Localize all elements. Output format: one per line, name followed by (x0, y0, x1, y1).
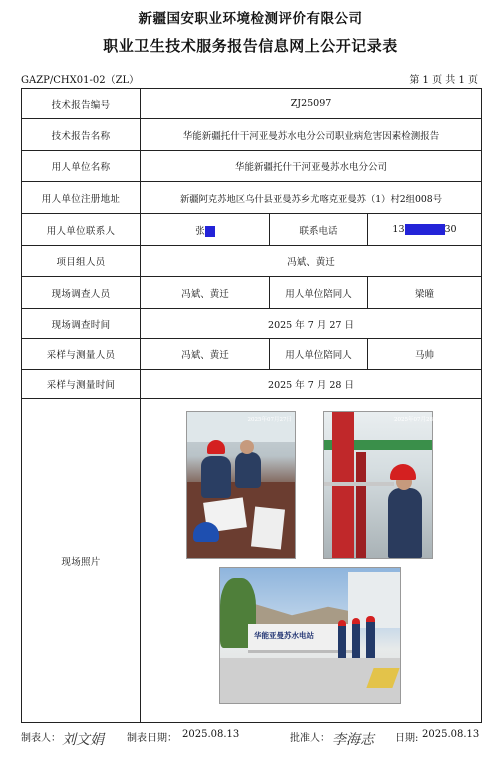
row-report-name (22, 119, 482, 151)
red-helmet-icon (352, 618, 360, 624)
worker-figure (338, 626, 346, 658)
redaction-block (405, 224, 445, 235)
row-employer-name (22, 151, 482, 182)
record-table (21, 88, 482, 723)
row-survey-staff (22, 277, 482, 309)
worker-body (235, 452, 261, 488)
survey-time-label: 现场调查时间 (22, 309, 141, 339)
worker-figure (366, 622, 375, 658)
photos-label: 现场照片 (22, 399, 141, 723)
worker-body (201, 456, 231, 498)
site-photo-entrance (219, 567, 401, 704)
maker-signature: 刘文娟 (62, 732, 104, 748)
survey-staff-value: 冯斌、黄迁 (141, 277, 270, 309)
report-no-value: ZJ25097 (141, 89, 482, 119)
company-name: 新疆国安职业环境检测评价有限公司 (138, 11, 363, 27)
row-employer-address (22, 182, 482, 214)
employer-address-label: 用人单位注册地址 (22, 182, 141, 214)
phone-prefix: 13 (392, 224, 405, 235)
contact-name-cell (141, 214, 270, 246)
sampling-staff-label: 采样与测量人员 (22, 339, 141, 370)
worker-body (388, 488, 422, 558)
row-photos (22, 399, 482, 723)
photo-gallery (141, 399, 481, 722)
row-project-members (22, 246, 482, 277)
row-contact (22, 214, 482, 246)
sampling-staff-value: 冯斌、黄迁 (141, 339, 270, 370)
page-count: 第 1 页 共 1 页 (409, 75, 478, 86)
row-survey-time (22, 309, 482, 339)
report-name-label: 技术报告名称 (22, 119, 141, 151)
approve-date: 2025.08.13 (422, 729, 480, 740)
red-helmet-icon (207, 440, 225, 454)
red-helmet-icon (338, 620, 346, 626)
project-members-label: 项目组人员 (22, 246, 141, 277)
site-photo-office (186, 411, 296, 559)
row-sampling-time (22, 370, 482, 399)
approver-signature: 李海志 (332, 732, 374, 748)
report-name-value: 华能新疆托什干河亚曼苏水电分公司职业病危害因素检测报告 (141, 119, 482, 151)
phone-label: 联系电话 (270, 214, 368, 246)
red-pipe (356, 452, 366, 558)
site-photo-turbine (323, 411, 439, 559)
report-no-label: 技术报告编号 (22, 89, 141, 119)
row-report-no (22, 89, 482, 119)
station-sign: 华能亚曼苏水电站 (254, 631, 314, 640)
survey-staff-label: 现场调查人员 (22, 277, 141, 309)
employer-name-label: 用人单位名称 (22, 151, 141, 182)
employer-name-value: 华能新疆托什干河亚曼苏水电分公司 (141, 151, 482, 182)
maker-label: 制表人： (21, 733, 61, 744)
sampling-time-label: 采样与测量时间 (22, 370, 141, 399)
sampling-time-value: 2025 年 7 月 28 日 (141, 370, 482, 399)
photo-timestamp: 2025年07月28日 (394, 417, 439, 423)
phone-cell (368, 214, 482, 246)
worker-figure (352, 624, 360, 658)
survey-escort-value: 梁曈 (368, 277, 482, 309)
sampling-escort-label: 用人单位陪同人 (270, 339, 368, 370)
form-title: 职业卫生技术服务报告信息网上公开记录表 (103, 37, 398, 55)
red-helmet-icon (390, 464, 416, 480)
handrail (324, 482, 394, 486)
blue-helmet-icon (193, 522, 219, 542)
survey-escort-label: 用人单位陪同人 (270, 277, 368, 309)
document-paper (251, 507, 285, 550)
survey-time-value: 2025 年 7 月 27 日 (141, 309, 482, 339)
employer-address-value: 新疆阿克苏地区乌什县亚曼苏乡尤喀克亚曼苏（1）村2组008号 (141, 182, 482, 214)
photos-cell (141, 399, 482, 723)
worker-head (240, 440, 254, 454)
redaction-block (205, 226, 215, 237)
signature-footer (0, 729, 501, 749)
approve-date-label: 日期: (395, 733, 419, 744)
contact-name: 张 (195, 225, 205, 237)
contact-label: 用人单位联系人 (22, 214, 141, 246)
form-code: GAZP/CHX01-02（ZL） (21, 75, 140, 86)
approver-label: 批准人： (290, 733, 330, 744)
photo-timestamp: 2025年07月27日 (247, 417, 292, 423)
row-sampling-staff (22, 339, 482, 370)
make-date-label: 制表日期： (127, 733, 177, 744)
phone-suffix: 30 (444, 224, 457, 235)
make-date: 2025.08.13 (182, 729, 240, 740)
red-helmet-icon (366, 616, 375, 622)
project-members-value: 冯斌、黄迁 (141, 246, 482, 277)
sampling-escort-value: 马帅 (368, 339, 482, 370)
